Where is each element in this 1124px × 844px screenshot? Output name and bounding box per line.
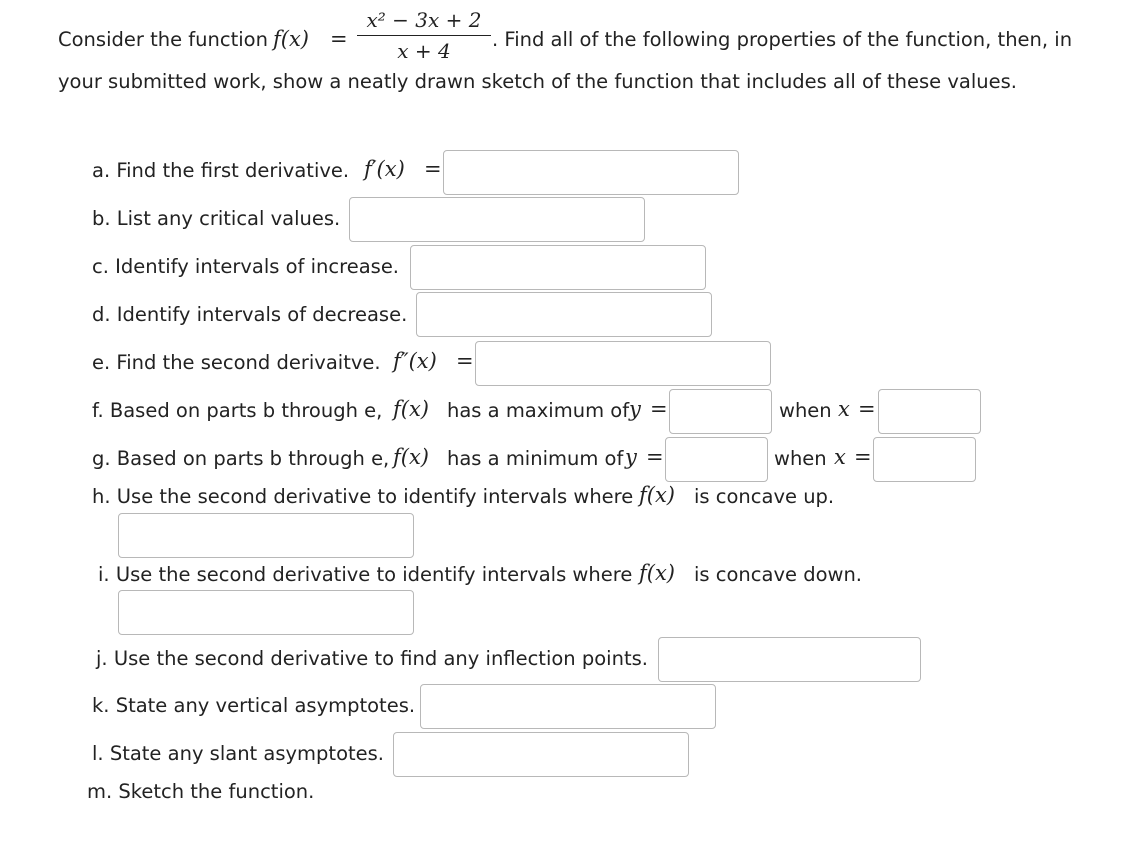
intervals-increase-input[interactable] bbox=[410, 245, 706, 290]
intervals-decrease-input[interactable] bbox=[416, 292, 712, 337]
question-f-x: x bbox=[838, 397, 850, 421]
critical-values-input[interactable] bbox=[349, 197, 645, 242]
question-a-label: a. Find the first derivative. bbox=[92, 159, 350, 182]
concave-up-input[interactable] bbox=[118, 513, 414, 558]
question-h-label-end: is concave up. bbox=[694, 485, 835, 508]
concave-down-input[interactable] bbox=[118, 590, 414, 635]
intro-prefix: Consider the function bbox=[58, 28, 268, 51]
question-h-fx: f(x) bbox=[639, 483, 676, 507]
question-e-label: e. Find the second derivaitve. bbox=[92, 351, 381, 374]
question-e-equals: = bbox=[456, 349, 474, 373]
question-b-label: b. List any critical values. bbox=[92, 207, 341, 230]
question-f-equals-2: = bbox=[858, 397, 876, 421]
question-j-label: j. Use the second derivative to find any inflection points. bbox=[96, 647, 648, 670]
vertical-asymptotes-input[interactable] bbox=[420, 684, 716, 729]
question-f-equals: = bbox=[650, 397, 668, 421]
question-e-math: f″(x) bbox=[393, 349, 437, 373]
question-f-fx: f(x) bbox=[393, 397, 430, 421]
question-i-label-end: is concave down. bbox=[694, 563, 863, 586]
maximum-x-input[interactable] bbox=[878, 389, 981, 434]
intro-f-label: f(x) bbox=[273, 27, 310, 51]
question-f-label-start: f. Based on parts b through e, bbox=[92, 399, 383, 422]
question-m-label: m. Sketch the function. bbox=[87, 780, 315, 803]
inflection-points-input[interactable] bbox=[658, 637, 921, 682]
fraction-denominator: x + 4 bbox=[397, 39, 451, 63]
maximum-y-input[interactable] bbox=[669, 389, 772, 434]
slant-asymptotes-input[interactable] bbox=[393, 732, 689, 777]
question-g-label-mid: has a minimum of bbox=[447, 447, 624, 470]
intro-after-fraction: . Find all of the following properties of the function, then, in bbox=[492, 28, 1073, 51]
fraction-numerator: x² − 3x + 2 bbox=[366, 8, 482, 32]
fraction-bar bbox=[357, 35, 491, 36]
question-f-when: when bbox=[779, 399, 832, 422]
question-f-y: y bbox=[629, 397, 641, 421]
question-c-label: c. Identify intervals of increase. bbox=[92, 255, 400, 278]
question-g-equals: = bbox=[646, 445, 664, 469]
first-derivative-input[interactable] bbox=[443, 150, 739, 195]
question-i-label-start: i. Use the second derivative to identify intervals where bbox=[98, 563, 633, 586]
question-i-fx: f(x) bbox=[639, 561, 676, 585]
question-l-label: l. State any slant asymptotes. bbox=[92, 742, 385, 765]
question-h-label-start: h. Use the second derivative to identify intervals where bbox=[92, 485, 634, 508]
question-f-label-mid: has a maximum of bbox=[447, 399, 630, 422]
question-a-equals: = bbox=[424, 157, 442, 181]
question-d-label: d. Identify intervals of decrease. bbox=[92, 303, 408, 326]
question-a-math: f′(x) bbox=[364, 157, 405, 181]
question-g-fx: f(x) bbox=[393, 445, 430, 469]
question-g-x: x bbox=[834, 445, 846, 469]
question-g-label-start: g. Based on parts b through e, bbox=[92, 447, 390, 470]
function-fraction bbox=[357, 8, 491, 63]
minimum-y-input[interactable] bbox=[665, 437, 768, 482]
intro-line2: your submitted work, show a neatly drawn sketch of the function that includes all of these values. bbox=[58, 70, 1017, 93]
intro-equals: = bbox=[330, 27, 348, 51]
question-g-when: when bbox=[774, 447, 827, 470]
question-g-y: y bbox=[625, 445, 637, 469]
question-k-label: k. State any vertical asymptotes. bbox=[92, 694, 416, 717]
minimum-x-input[interactable] bbox=[873, 437, 976, 482]
second-derivative-input[interactable] bbox=[475, 341, 771, 386]
question-g-equals-2: = bbox=[854, 445, 872, 469]
